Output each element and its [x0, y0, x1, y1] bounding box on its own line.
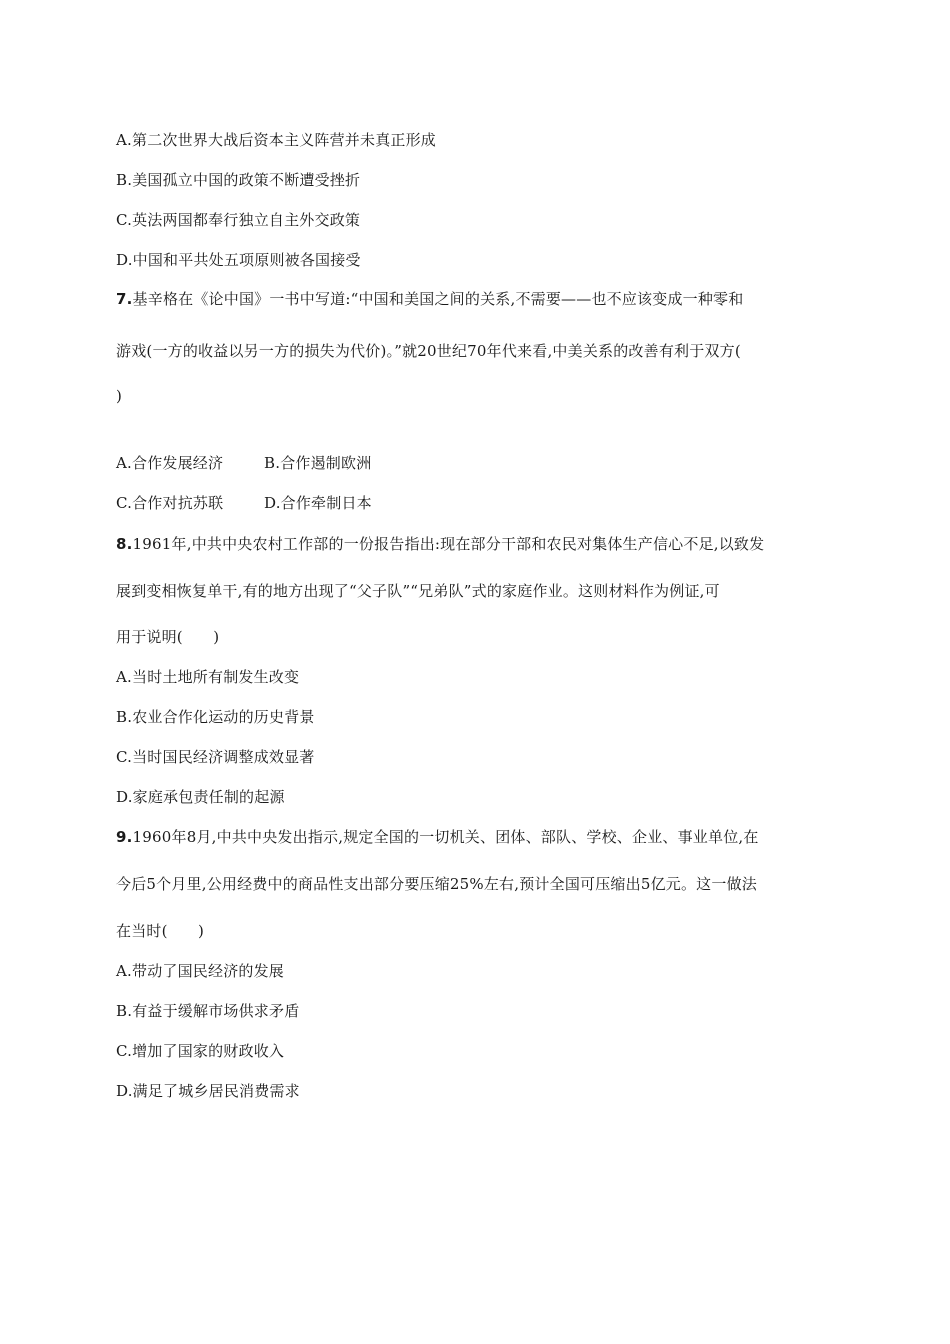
- q9-stem-text: 1960年8月,中共中央发出指示,规定全国的一切机关、团体、部队、学校、企业、事业单位,在: [132, 828, 759, 846]
- q8-stem-line1: [116, 534, 764, 554]
- question-number: 8.: [116, 535, 133, 553]
- q7-stem-line3: ): [116, 387, 123, 405]
- q8-stem-line3: 用于说明( ): [116, 628, 220, 646]
- q8-option-d: D.家庭承包责任制的起源: [116, 788, 285, 806]
- q8-option-a: A.当时土地所有制发生改变: [116, 668, 300, 686]
- q6-option-b: B.美国孤立中国的政策不断遭受挫折: [116, 171, 361, 189]
- q6-option-c: C.英法两国都奉行独立自主外交政策: [116, 211, 361, 229]
- q8-option-b: B.农业合作化运动的历史背景: [116, 708, 315, 726]
- q6-option-d: D.中国和平共处五项原则被各国接受: [116, 251, 361, 269]
- question-number: 7.: [116, 290, 133, 308]
- q7-option-c: C.合作对抗苏联: [116, 494, 224, 512]
- q6-option-a: A.第二次世界大战后资本主义阵营并未真正形成: [116, 131, 437, 149]
- q8-option-c: C.当时国民经济调整成效显著: [116, 748, 315, 766]
- q7-stem-line1: [116, 289, 743, 309]
- q9-option-d: D.满足了城乡居民消费需求: [116, 1082, 300, 1100]
- q7-options-row1: [116, 453, 371, 473]
- q7-option-a: A.合作发展经济: [116, 454, 224, 472]
- q9-stem-line1: [116, 827, 759, 847]
- q8-stem-text: 1961年,中共中央农村工作部的一份报告指出:现在部分干部和农民对集体生产信心不足,以致发: [132, 535, 765, 553]
- q9-option-a: A.带动了国民经济的发展: [116, 962, 285, 980]
- q9-stem-line2: 今后5个月里,公用经费中的商品性支出部分要压缩25%左右,预计全国可压缩出5亿元。这一做法: [116, 875, 757, 893]
- q7-stem-line2: 游戏(一方的收益以另一方的损失为代价)。”就20世纪70年代来看,中美关系的改善有利于双方(: [116, 342, 741, 360]
- question-number: 9.: [116, 828, 133, 846]
- q9-option-c: C.增加了国家的财政收入: [116, 1042, 285, 1060]
- q9-stem-line3: 在当时( ): [116, 922, 205, 940]
- q7-option-d: D.合作牵制日本: [264, 494, 372, 512]
- q7-stem-text: 基辛格在《论中国》一书中写道:“中国和美国之间的关系,不需要——也不应该变成一种零和: [132, 290, 744, 308]
- q9-option-b: B.有益于缓解市场供求矛盾: [116, 1002, 300, 1020]
- q7-option-b: B.合作遏制欧洲: [264, 454, 372, 472]
- q7-options-row2: [116, 493, 372, 513]
- q8-stem-line2: 展到变相恢复单干,有的地方出现了“父子队”“兄弟队”式的家庭作业。这则材料作为例证,可: [116, 582, 720, 600]
